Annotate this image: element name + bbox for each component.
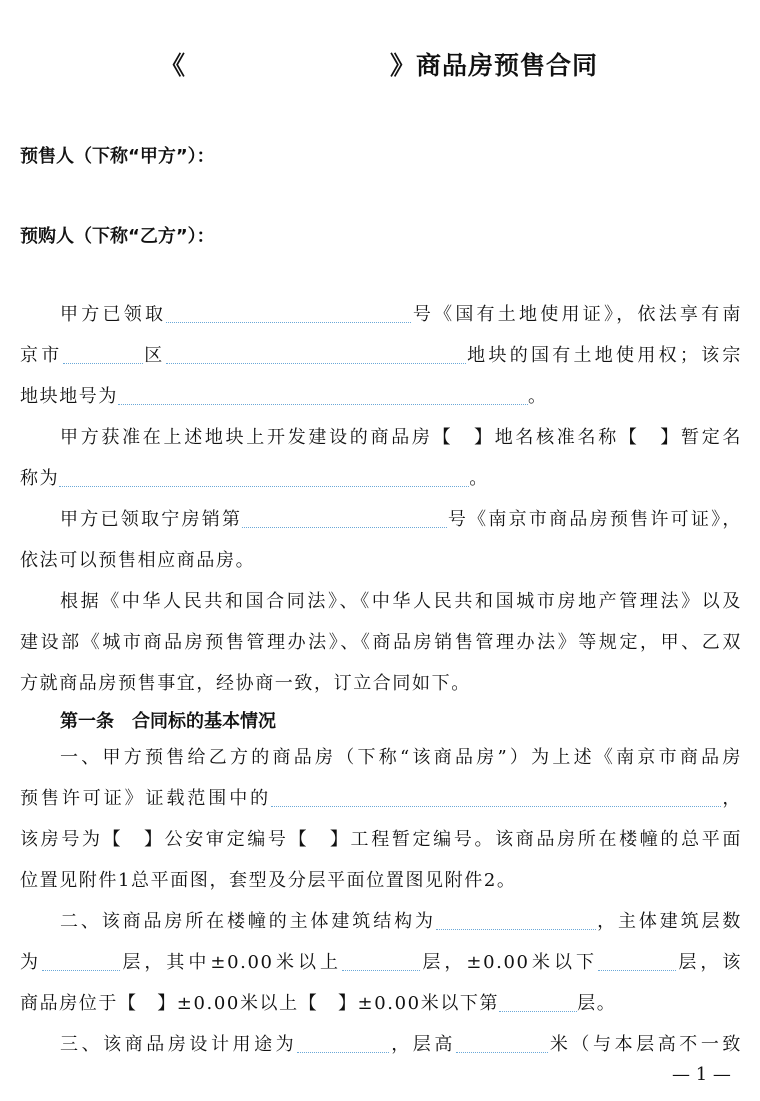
preamble-line-9: 建设部《城市商品房预售管理办法》、《商品房销售管理办法》等规定，甲、乙双	[20, 632, 742, 653]
text: ，主体建筑层数	[595, 911, 742, 932]
text: 层，±0.00米以下	[420, 952, 598, 973]
district-blank[interactable]	[63, 341, 143, 364]
text: ，	[721, 788, 743, 809]
preamble-line-3	[20, 382, 742, 412]
article-1-p1-line-3: 该房号为【 】公安审定编号【 】工程暂定编号。该商品房所在楼幢的总平面	[20, 829, 742, 850]
article-1-heading: 第一条 合同标的基本情况	[60, 711, 276, 732]
provisional-name-blank[interactable]	[59, 464, 469, 487]
text: 。	[469, 468, 489, 489]
text: 甲方已领取	[60, 304, 167, 325]
page-number: — 1 —	[672, 1064, 731, 1085]
preamble-line-10: 方就商品房预售事宜，经协商一致，订立合同如下。	[20, 673, 471, 694]
preamble-line-2	[20, 341, 742, 371]
plot-number-blank[interactable]	[118, 382, 528, 405]
floors-above-blank[interactable]	[342, 948, 420, 971]
article-1-p2-line-2	[20, 948, 742, 978]
text: 。	[528, 386, 548, 407]
seller-label: 预售人（下称“甲方”）：	[20, 146, 215, 167]
floor-number-blank[interactable]	[499, 989, 577, 1012]
title-text: 》商品房预售合同	[390, 51, 599, 80]
text: 为	[20, 952, 43, 973]
preamble-line-1	[60, 300, 742, 330]
text: 区	[142, 345, 166, 366]
scope-blank[interactable]	[271, 784, 721, 807]
text: 层。	[577, 993, 617, 1014]
text: 三、该商品房设计用途为	[60, 1034, 298, 1055]
preamble-line-5	[20, 464, 742, 494]
contract-title	[0, 46, 760, 86]
text: 预售许可证》证载范围中的	[20, 788, 272, 809]
article-1-p1-line-1: 一、甲方预售给乙方的商品房（下称“该商品房”）为上述《南京市商品房	[60, 747, 742, 768]
article-1-p2-line-3	[20, 989, 742, 1019]
text: 地块地号为	[20, 386, 118, 407]
floor-height-blank[interactable]	[456, 1030, 548, 1053]
land-cert-number-blank[interactable]	[166, 300, 411, 323]
text: 层，其中±0.00米以上	[120, 952, 342, 973]
text: 京市	[20, 345, 63, 366]
total-floors-blank[interactable]	[42, 948, 120, 971]
structure-blank[interactable]	[436, 907, 596, 930]
design-use-blank[interactable]	[297, 1030, 389, 1053]
text: 层，该	[675, 952, 742, 973]
text: 地块的国有土地使用权；该宗	[465, 345, 742, 366]
text: ，层高	[389, 1034, 456, 1055]
presale-permit-number-blank[interactable]	[242, 505, 447, 528]
text: 商品房位于【 】±0.00米以上【 】±0.00米以下第	[20, 993, 500, 1014]
article-1-p1-line-4: 位置见附件1总平面图，套型及分层平面位置图见附件2。	[20, 870, 517, 891]
preamble-line-6	[60, 505, 742, 535]
article-1-p2-line-1	[60, 907, 742, 937]
text: 称为	[20, 468, 60, 489]
preamble-line-8: 根据《中华人民共和国合同法》、《中华人民共和国城市房地产管理法》以及	[60, 591, 742, 612]
article-1-p3-line-1	[60, 1030, 742, 1060]
text: 号《南京市商品房预售许可证》，	[447, 509, 742, 530]
text: 米（与本层高不一致	[547, 1034, 742, 1055]
text: 号《国有土地使用证》，依法享有南	[411, 304, 743, 325]
title-open-bracket: 《	[160, 51, 187, 80]
article-1-p1-line-2	[20, 784, 742, 814]
floors-below-blank[interactable]	[598, 948, 676, 971]
buyer-label: 预购人（下称“乙方”）：	[20, 226, 215, 247]
text: 二、该商品房所在楼幢的主体建筑结构为	[60, 911, 436, 932]
text: 甲方已领取宁房销第	[60, 509, 243, 530]
preamble-line-4: 甲方获准在上述地块上开发建设的商品房【 】地名核准名称【 】暂定名	[60, 427, 742, 448]
plot-blank[interactable]	[166, 341, 466, 364]
preamble-line-7: 依法可以预售相应商品房。	[20, 550, 256, 571]
